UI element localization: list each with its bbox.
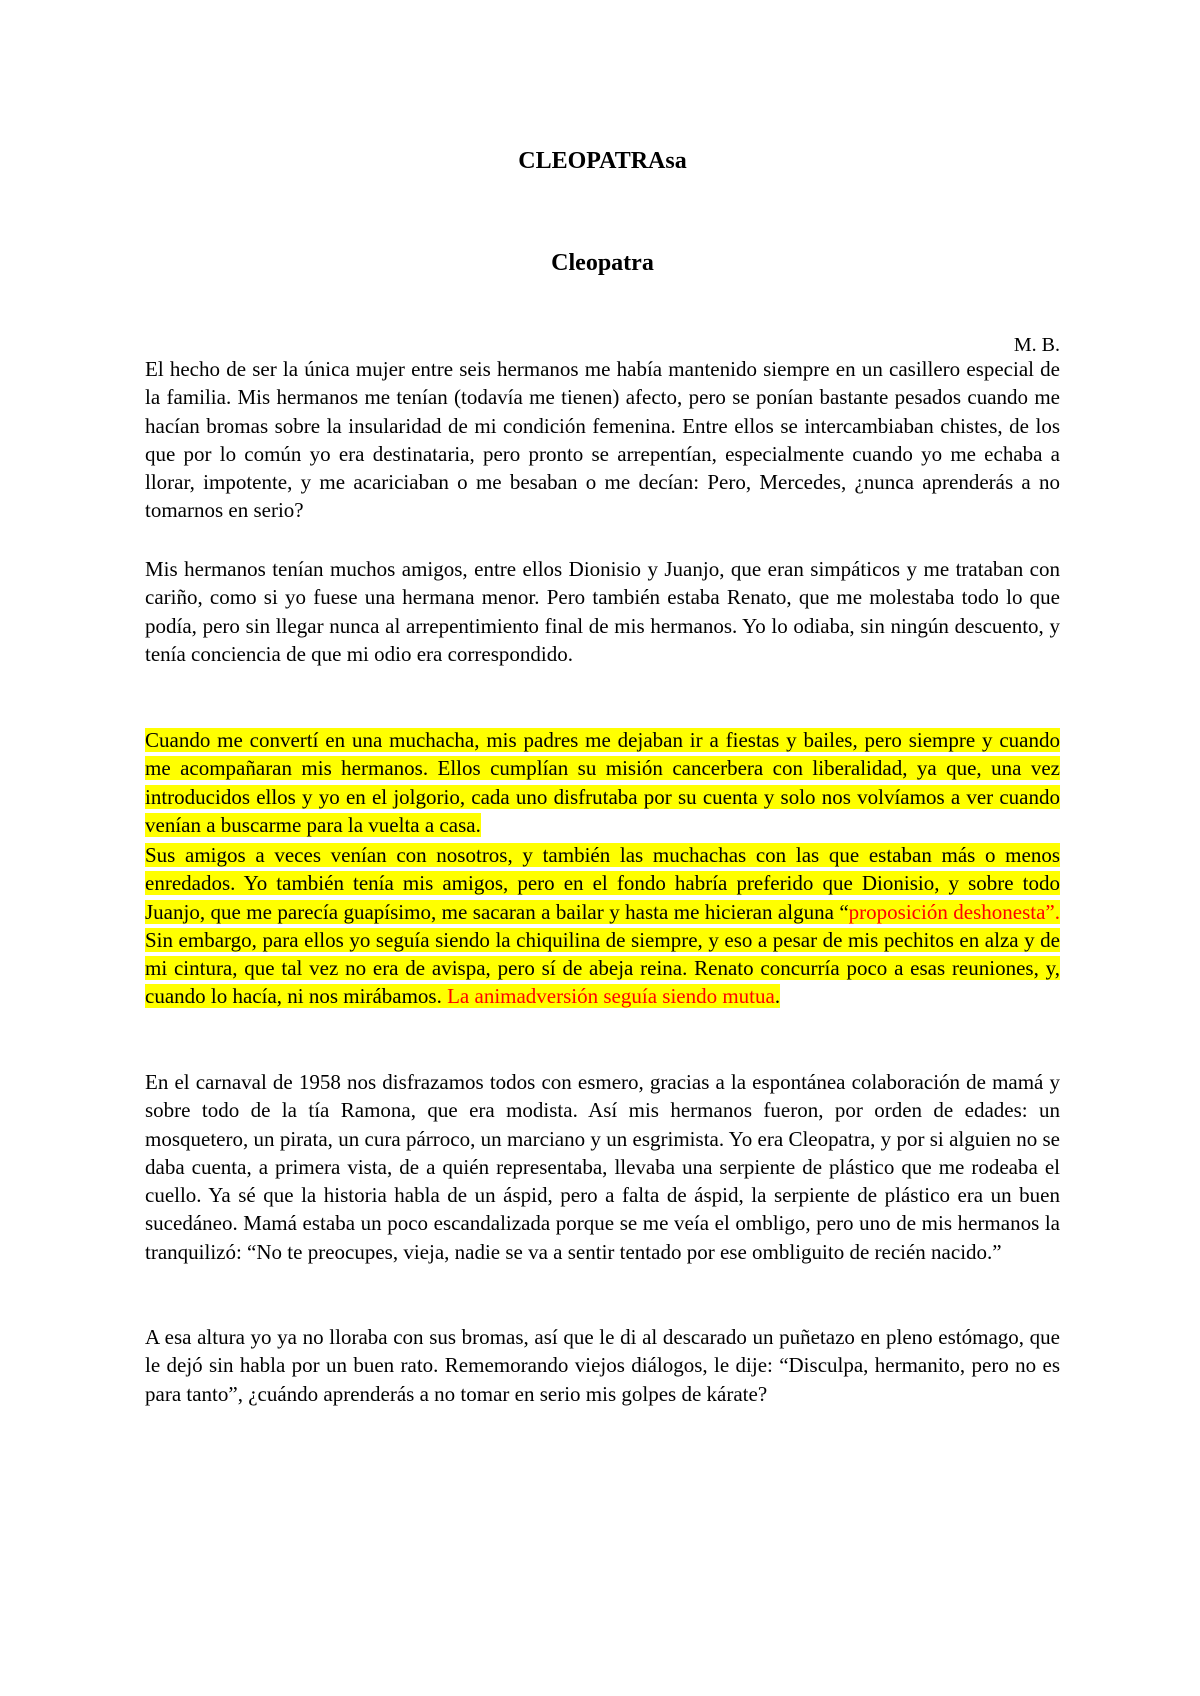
paragraph-4-highlighted	[145, 841, 1060, 1011]
paragraph-2	[145, 555, 1060, 668]
paragraph-4-red-phrase-2: La animadversión seguía siendo mutua	[447, 984, 775, 1009]
paragraph-1-text: El hecho de ser la única mujer entre seis hermanos me había mantenido siempre en un casillero especial de la familia. Mis hermanos me tenían (todavía me tienen) afecto, pero se ponían bastante pesados cuando me hacían bromas sobre la insularidad de mi condición femenina. Entre ellos se intercambiaban chistes, de los que por lo común yo era destinataria, pero pronto se arrepentían, especialmente cuando yo me echaba a llorar, impotente, y me acariciaban o me besaban o me decían: Pero, Mercedes, ¿nunca aprenderás a no tomarnos en serio?	[145, 357, 1060, 523]
document-title: CLEOPATRAsa	[518, 148, 687, 174]
document-subtitle: Cleopatra	[551, 250, 654, 276]
paragraph-4-text-c: .	[774, 984, 781, 1009]
paragraph-5	[145, 1068, 1060, 1266]
paragraph-4-text-a: Sus amigos a veces venían con nosotros, y también las muchachas con las que estaban más o menos enredados. Yo también tenía mis amigos, pero en el fondo habría preferido que Dionisio, y sobre todo Juanjo, que me parecía guapísimo, me sacaran a bailar y hasta me hicieran alguna “	[145, 843, 1060, 924]
paragraph-1	[145, 355, 1060, 525]
paragraph-4-red-phrase-1: proposición deshonesta”.	[848, 899, 1060, 924]
paragraph-6	[145, 1323, 1060, 1408]
paragraph-3-text: Cuando me convertí en una muchacha, mis padres me dejaban ir a fiestas y bailes, pero siempre y cuando me acompañaran mis hermanos. Ellos cumplían su misión cancerbera con liberalidad, ya que, una vez introducidos ellos y yo en el jolgorio, cada uno disfrutaba por su cuenta y solo nos volvíamos a ver cuando venían a buscarme para la vuelta a casa.	[145, 728, 1060, 837]
paragraph-2-text: Mis hermanos tenían muchos amigos, entre ellos Dionisio y Juanjo, que eran simpáticos y me trataban con cariño, como si yo fuese una hermana menor. Pero también estaba Renato, que me molestaba todo lo que podía, pero sin llegar nunca al arrepentimiento final de mis hermanos. Yo lo odiaba, sin ningún descuento, y tenía conciencia de que mi odio era correspondido.	[145, 557, 1060, 666]
paragraph-5-text: En el carnaval de 1958 nos disfrazamos todos con esmero, gracias a la espontánea colaboración de mamá y sobre todo de la tía Ramona, que era modista. Así mis hermanos fueron, por orden de edades: un mosquetero, un pirata, un cura párroco, un marciano y un esgrimista. Yo era Cleopatra, y por si alguien no se daba cuenta, a primera vista, de a quién representaba, llevaba una serpiente de plástico que me rodeaba el cuello. Ya sé que la historia habla de un áspid, pero a falta de áspid, la serpiente de plástico era un buen sucedáneo. Mamá estaba un poco escandalizada porque se me veía el ombligo, pero uno de mis hermanos la tranquilizó: “No te preocupes, vieja, nadie se va a sentir tentado por ese ombliguito de recién nacido.”	[145, 1070, 1060, 1264]
paragraph-3-highlighted	[145, 726, 1060, 839]
author-initials: M. B.	[1013, 334, 1060, 356]
paragraph-4-text-b: Sin embargo, para ellos yo seguía siendo la chiquilina de siempre, y eso a pesar de mis pechitos en alza y de mi cintura, que tal vez no era de avispa, pero sí de abeja reina. Renato concurría poco a esas reuniones, y, cuando lo hacía, ni nos mirábamos.	[145, 927, 1060, 1009]
paragraph-6-text: A esa altura yo ya no lloraba con sus bromas, así que le di al descarado un puñetazo en pleno estómago, que le dejó sin habla por un buen rato. Rememorando viejos diálogos, le dije: “Disculpa, hermanito, pero no es para tanto”, ¿cuándo aprenderás a no tomar en serio mis golpes de kárate?	[145, 1325, 1060, 1406]
